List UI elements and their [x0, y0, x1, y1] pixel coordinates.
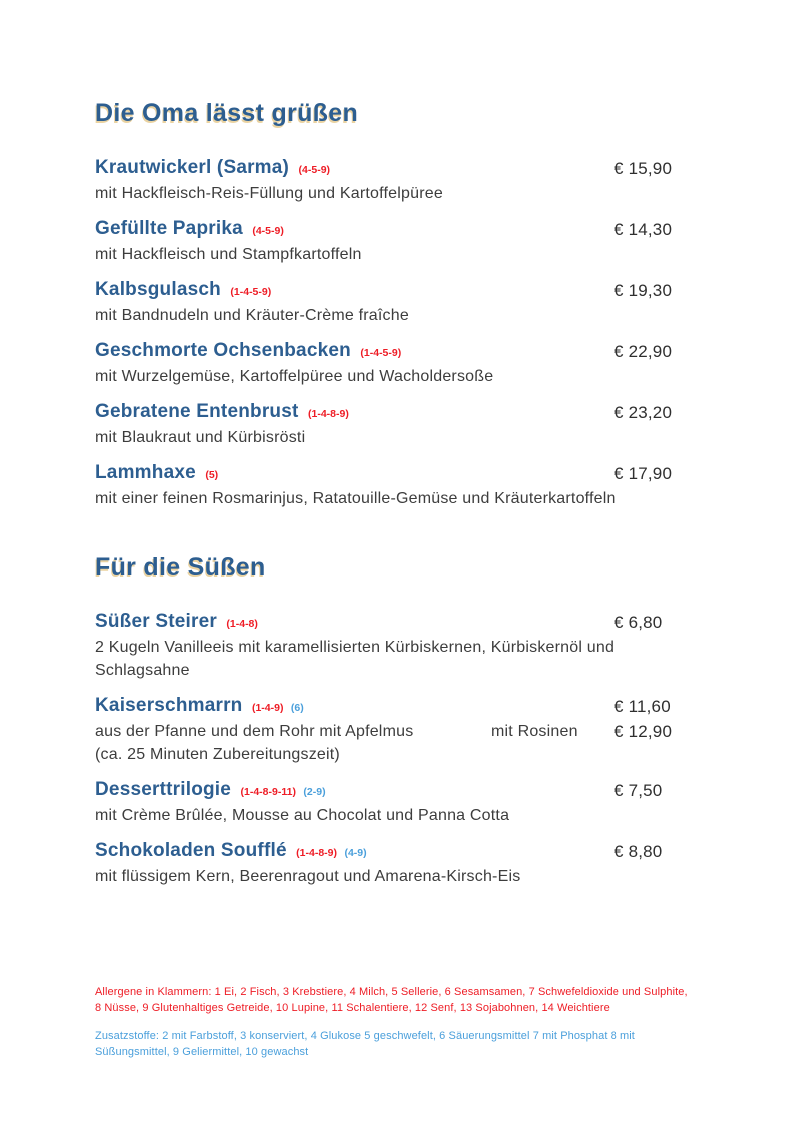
dish-description: mit Hackfleisch und Stampfkartoffeln	[95, 246, 362, 263]
section-heading-desserts: Für die Süßen	[95, 553, 266, 581]
menu-item	[95, 778, 695, 827]
variant-price: € 12,90	[614, 722, 673, 741]
dish-name: Süßer Steirer	[95, 611, 217, 632]
dish-name: Lammhaxe	[95, 462, 196, 483]
dish-name: Kaiserschmarrn	[95, 695, 243, 716]
dish-price: € 19,30	[614, 281, 673, 300]
dish-price: € 17,90	[614, 464, 673, 483]
menu-item	[95, 694, 695, 766]
dish-price: € 23,20	[614, 403, 673, 422]
item-header	[95, 778, 695, 804]
allergen-codes: (1-4-5-9)	[360, 347, 402, 359]
dish-name: Kalbsgulasch	[95, 279, 221, 300]
dish-description: mit einer feinen Rosmarinjus, Ratatouille-Gemüse und Kräuterkartoffeln	[95, 490, 616, 507]
item-header	[95, 217, 695, 243]
dish-price: € 6,80	[614, 613, 663, 632]
dish-name: Krautwickerl (Sarma)	[95, 157, 290, 178]
menu-item	[95, 839, 695, 888]
dish-price: € 22,90	[614, 342, 673, 361]
item-header	[95, 339, 695, 365]
allergen-codes: (1-4-5-9)	[230, 286, 272, 298]
item-header	[95, 610, 695, 636]
item-header	[95, 694, 695, 720]
item-header	[95, 278, 695, 304]
dish-name: Gefüllte Paprika	[95, 218, 243, 239]
prep-note: (ca. 25 Minuten Zubereitungszeit)	[95, 746, 340, 763]
allergen-codes: (1-4-9)	[251, 702, 284, 714]
dish-name: Desserttrilogie	[95, 779, 232, 800]
dish-description: 2 Kugeln Vanilleeis mit karamellisierten Kürbiskernen, Kürbiskernöl und Schlagsahne	[95, 639, 615, 679]
allergen-codes: (4-5-9)	[298, 164, 331, 176]
dish-price: € 14,30	[614, 220, 673, 239]
additive-codes: (2-9)	[303, 786, 326, 798]
dish-price: € 11,60	[614, 697, 671, 716]
dish-description: mit Hackfleisch-Reis-Füllung und Kartoffelpüree	[95, 185, 443, 202]
dish-description: mit Blaukraut und Kürbisrösti	[95, 429, 306, 446]
menu-item	[95, 156, 695, 205]
menu-item	[95, 610, 695, 682]
dish-name: Schokoladen Soufflé	[95, 840, 287, 861]
menu-item	[95, 278, 695, 327]
dish-price: € 7,50	[614, 781, 663, 800]
dish-name: Gebratene Entenbrust	[95, 401, 299, 422]
dish-price: € 15,90	[614, 159, 673, 178]
dish-description: mit Bandnudeln und Kräuter-Crème fraîche	[95, 307, 409, 324]
section-heading-mains: Die Oma lässt grüßen	[95, 99, 359, 127]
allergen-codes: (1-4-8-9)	[296, 847, 338, 859]
item-header	[95, 839, 695, 865]
menu-item	[95, 339, 695, 388]
allergen-codes: (1-4-8-9)	[308, 408, 349, 420]
menu-item	[95, 400, 695, 449]
additives-legend: Zusatzstoffe: 2 mit Farbstoff, 3 konserviert, 4 Glukose 5 geschwefelt, 6 Säuerungsmittel 7 mit Phosphat 8 mit Süßungsmittel, 9 Geliermittel, 10 gewachst	[95, 1030, 635, 1058]
allergen-codes: (1-4-8)	[226, 618, 258, 630]
dish-description: mit Wurzelgemüse, Kartoffelpüree und Wacholdersoße	[95, 368, 494, 385]
menu-item	[95, 461, 695, 510]
variant-label: mit Rosinen	[491, 723, 578, 740]
menu-item	[95, 217, 695, 266]
allergen-codes: (1-4-8-9-11)	[240, 786, 296, 798]
allergen-codes: (5)	[205, 469, 219, 481]
dish-description: mit flüssigem Kern, Beerenragout und Amarena-Kirsch-Eis	[95, 868, 521, 885]
item-header	[95, 400, 695, 426]
dish-price: € 8,80	[614, 842, 663, 861]
additive-codes: (4-9)	[344, 847, 367, 859]
dish-name: Geschmorte Ochsenbacken	[95, 340, 351, 361]
allergen-codes: (4-5-9)	[252, 225, 284, 237]
item-header	[95, 461, 695, 487]
additive-codes: (6)	[290, 702, 304, 714]
item-header	[95, 156, 695, 182]
dish-description: mit Crème Brûlée, Mousse au Chocolat und Panna Cotta	[95, 807, 510, 824]
dish-description-row	[95, 720, 695, 743]
allergen-legend: Allergene in Klammern: 1 Ei, 2 Fisch, 3 Krebstiere, 4 Milch, 5 Sellerie, 6 Sesamsamen, 7 Schwefeldioxide und Sulphite, 8 Nüsse, 9 Glutenhaltiges Getreide, 10 Lupine, 11 Schalentiere, 12 Senf, 13 Sojabohnen, 14 Weichtiere	[95, 986, 688, 1014]
dish-description: aus der Pfanne und dem Rohr mit Apfelmus	[95, 723, 414, 740]
